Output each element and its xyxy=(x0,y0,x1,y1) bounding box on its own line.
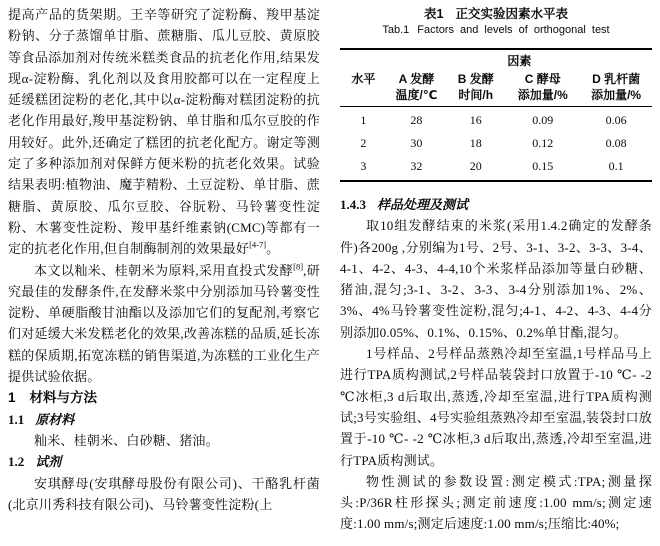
paragraph xyxy=(8,473,320,516)
section-heading-1.2 xyxy=(8,451,320,472)
section-heading-1.1 xyxy=(8,409,320,430)
section-number: 1.4.3 xyxy=(340,197,366,212)
text-run: 1号样品、2号样品蒸熟冷却至室温,1号样品马上进行TPA质构测试,2号样品装袋封口放置于-10 ℃- -2 ℃冰柜,3 d后取出,蒸透,冷却至室温,进行TPA质构测试;3号实验组、4号实验组蒸熟冷却至室温,装袋封口放置于-10 ℃- -2 ℃冰柜,3 d后取出,蒸透,冷却至室温,进行TPA质构测试。 xyxy=(340,346,652,468)
text-run: 本文以籼米、桂朝米为原料,采用直投式发酵 xyxy=(34,262,294,278)
table-title-zh xyxy=(340,6,652,23)
table-corner-cell xyxy=(340,49,387,70)
table-header-factor-c: C 酵母 添加量/% xyxy=(505,70,580,107)
paragraph xyxy=(340,215,652,343)
section-heading-1.4.3 xyxy=(340,194,652,215)
orthogonal-factors-table xyxy=(340,48,652,182)
right-column xyxy=(340,4,652,546)
section-heading-1 xyxy=(8,387,320,408)
table-row: 1 28 16 0.09 0.06 xyxy=(360,113,627,127)
text-run: 籼米、桂朝米、白砂糖、猪油。 xyxy=(34,432,219,448)
text-run: 安琪酵母(安琪酵母股份有限公司)、干酪乳杆菌(北京川秀科技有限公司)、马铃薯变性淀粉(上 xyxy=(8,475,320,512)
section-title: 原材料 xyxy=(35,411,75,427)
table-header-factor-a: A 发酵 温度/℃ xyxy=(387,70,446,107)
section-number: 1.1 xyxy=(8,411,25,427)
table-header-row xyxy=(340,70,652,107)
table-caption-en: Factors and levels of orthogonal test xyxy=(417,24,610,36)
table-label-en: Tab.1 xyxy=(382,24,410,36)
paragraph xyxy=(340,343,652,471)
table-header-factor-d: D 乳杆菌 添加量/% xyxy=(580,70,652,107)
table-row: 2 30 18 0.12 0.08 xyxy=(360,136,627,150)
paragraph xyxy=(340,471,652,535)
table-header-level: 水平 xyxy=(340,70,387,107)
paragraph xyxy=(8,260,320,388)
text-run: ,研究最佳的发酵条件,在发酵米浆中分别添加马铃薯变性淀粉、单硬脂酸甘油酯以及添加它们的复配剂,考察它们对延缓大米发糕老化的效果,改善冻糕的品质,延长冻糕的保质期,拓宽冻糕的销售渠道,为冻糕的工业化生产提供试验依据。 xyxy=(8,262,320,385)
section-title: 试剂 xyxy=(35,454,62,470)
text-run: 取10组发酵结束的米浆(采用1.4.2确定的发酵条件)各200g ,分别编为1号、2号、3-1、3-2、3-3、3-4、4-1、4-2、4-3、4-4,10个米浆样品添加等量白砂糖、猪油,混匀;3-1、3-2、3-3、3-4分别添加1%、2%、3%、4%马铃薯变性淀粉,混匀;4-1、4-2、4-3、4-4分别添加0.05%、0.1%、0.15%、0.2%单甘酯,混匀。 xyxy=(340,218,652,340)
right-column-text xyxy=(340,194,652,535)
section-title: 材料与方法 xyxy=(29,390,98,406)
table-group-row xyxy=(340,49,652,70)
section-number: 1.2 xyxy=(8,454,25,470)
table-caption-zh: 正交实验因素水平表 xyxy=(455,7,568,21)
table-group-header: 因素 xyxy=(507,54,532,68)
paragraph xyxy=(8,4,320,260)
table-label-zh: 表1 xyxy=(424,7,444,21)
table-title-en xyxy=(340,23,652,38)
section-title: 样品处理及测试 xyxy=(377,197,469,212)
section-number: 1 xyxy=(8,390,16,406)
text-run: 提高产品的货架期。王辛等研究了淀粉酶、羧甲基淀粉钠、分子蒸馏单甘脂、蔗糖脂、瓜儿豆胶、黄原胶等食品添加剂对传统米糕类食品的抗老化作用,结果发现α-淀粉酶、乳化剂以及食用胶都可以在一定程度上延缓糕团淀粉的老化,其中以α-淀粉酶对糕团淀粉的抗老化作用最好,羧甲基淀粉钠、单甘脂和瓜尔豆胶的作用较好。此外,还确定了糕团的抗老化配方。谢定等测定了多种添加剂对保鲜方便米粉的抗老化效果。试验结果表明:植物油、魔芋精粉、土豆淀粉、单甘脂、蔗糖脂、黄原胶、瓜尔豆胶、谷朊粉、马铃薯变性淀粉、木薯变性淀粉、羧甲基纤维素钠(CMC)等都有一定的抗老化作用,但自制酶制剂的效果最好 xyxy=(8,7,320,257)
table-1-block xyxy=(340,6,652,182)
text-run: 。 xyxy=(266,241,280,257)
paragraph xyxy=(8,430,320,451)
left-column xyxy=(8,4,320,546)
citation-superscript: [4-7] xyxy=(249,239,267,250)
text-run: 物性测试的参数设置:测定模式:TPA;测量探头:P/36R柱形探头;测定前速度:1.00 mm/s;测定速度:1.00 mm/s;测定后速度:1.00 mm/s;压缩比:40%; xyxy=(340,473,652,532)
citation-superscript: [8] xyxy=(293,261,304,272)
table-row: 3 32 20 0.15 0.1 xyxy=(360,159,624,173)
table-header-factor-b: B 发酵 时间/h xyxy=(446,70,505,107)
